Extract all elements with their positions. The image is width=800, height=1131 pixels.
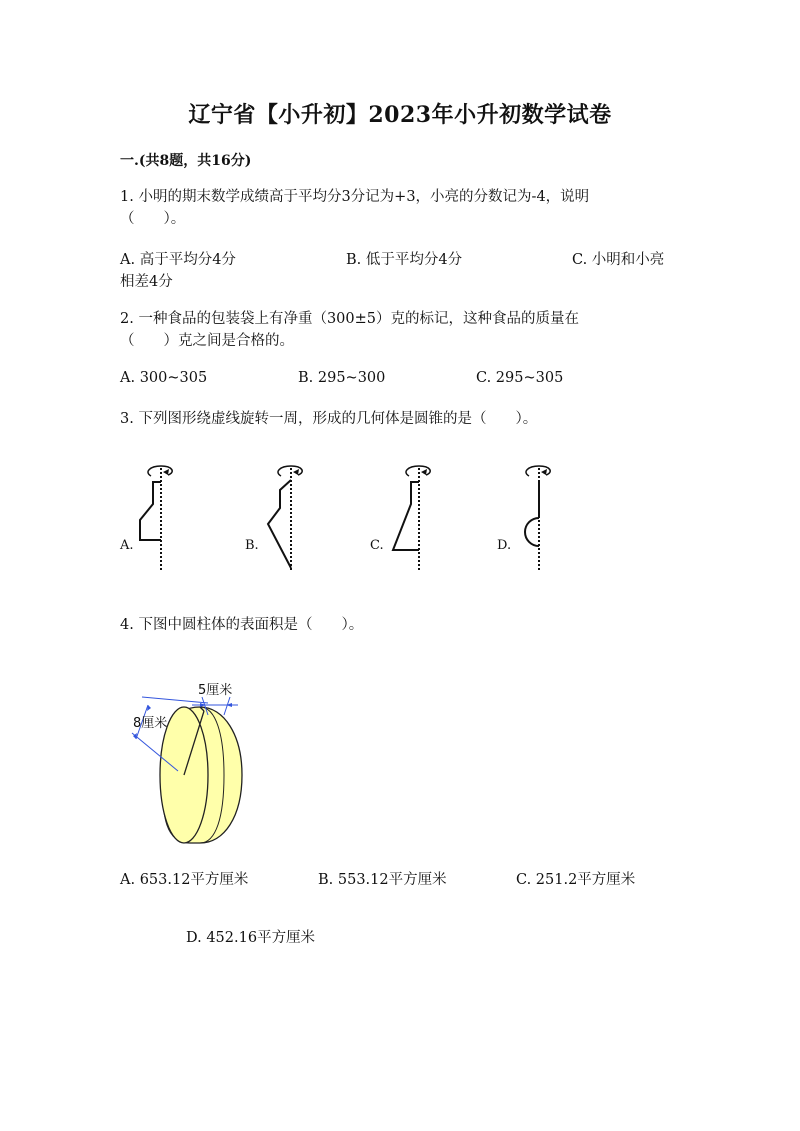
q3-figure-b-label: B. xyxy=(245,538,259,553)
q2-option-c[interactable]: C. 295~305 xyxy=(476,370,564,386)
q1-option-c-continued: 相差4分 xyxy=(120,274,173,290)
question-1-stem-line1: 1. 小明的期末数学成绩高于平均分3分记为+3，小亮的分数记为-4，说明 xyxy=(120,189,590,205)
section-heading: 一.(共8题，共16分) xyxy=(120,153,252,169)
q1-option-c[interactable]: C. 小明和小亮 xyxy=(572,252,665,268)
q4-option-b[interactable]: B. 553.12平方厘米 xyxy=(318,872,447,888)
page-title: 辽宁省【小升初】2023年小升初数学试卷 xyxy=(188,102,612,128)
q4-option-d[interactable]: D. 452.16平方厘米 xyxy=(186,930,316,946)
question-2-stem-line2: （ ）克之间是合格的。 xyxy=(120,333,294,349)
q4-option-c[interactable]: C. 251.2平方厘米 xyxy=(516,872,636,888)
question-3 xyxy=(120,408,680,430)
q3-figure-d-label: D. xyxy=(497,538,512,553)
question-1-stem-line2: （ ）。 xyxy=(120,211,186,227)
q3-figure-c[interactable] xyxy=(385,460,445,575)
q2-option-b[interactable]: B. 295~300 xyxy=(298,370,386,386)
q1-option-a[interactable]: A. 高于平均分4分 xyxy=(120,252,236,268)
q4-radius-label: 8厘米 xyxy=(133,716,168,731)
q3-figure-d[interactable] xyxy=(505,460,565,575)
q3-figure-a-label: A. xyxy=(120,538,134,553)
question-2 xyxy=(120,308,680,352)
q2-option-a[interactable]: A. 300~305 xyxy=(120,370,208,386)
question-3-stem: 3. 下列图形绕虚线旋转一周，形成的几何体是圆锥的是（ ）。 xyxy=(120,411,538,427)
q4-height-label: 5厘米 xyxy=(198,683,233,698)
q4-cylinder-figure xyxy=(120,675,260,845)
question-2-stem-line1: 2. 一种食品的包装袋上有净重（300±5）克的标记，这种食品的质量在 xyxy=(120,311,579,327)
question-4-stem: 4. 下图中圆柱体的表面积是（ ）。 xyxy=(120,617,364,633)
q3-figure-b[interactable] xyxy=(260,460,320,575)
q4-option-a[interactable]: A. 653.12平方厘米 xyxy=(120,872,249,888)
q3-figure-c-label: C. xyxy=(370,538,384,553)
question-4 xyxy=(120,614,680,636)
question-1 xyxy=(120,186,680,230)
q1-option-b[interactable]: B. 低于平均分4分 xyxy=(346,252,463,268)
q3-figure-a[interactable] xyxy=(130,460,190,575)
